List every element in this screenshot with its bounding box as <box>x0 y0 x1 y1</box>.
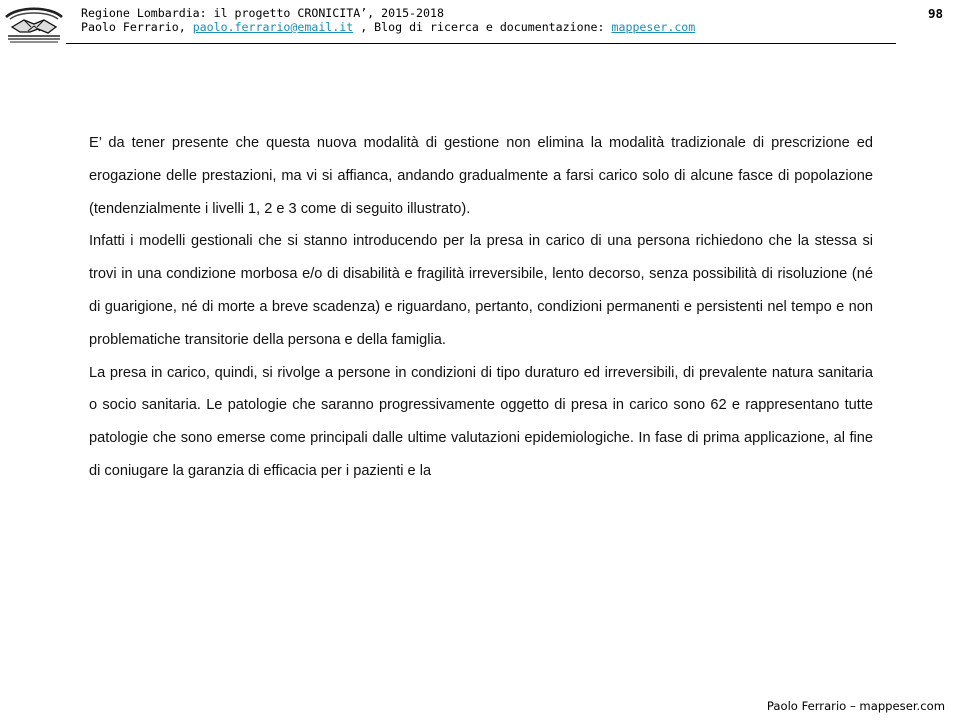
paragraph: La presa in carico, quindi, si rivolge a persone in condizioni di tipo duraturo ed irreversibili, di prevalente natura sanitaria o socio sanitaria. Le patologie che saranno progressivamente oggetto di presa in carico sono 62 e rappresentano tutte patologie che sono emerse come principali dalle ultime valutazioni epidemiologiche. In fase di prima applicazione, al fine di coniugare la garanzia di efficacia per i pazienti e la <box>89 364 873 479</box>
handshake-logo-icon <box>4 3 64 43</box>
page-number: 98 <box>927 6 943 21</box>
footer-credit: Paolo Ferrario – mappeser.com <box>766 699 945 713</box>
paragraph: Infatti i modelli gestionali che si stanno introducendo per la presa in carico di una persona richiedono che la stessa si trovi in una condizione morbosa e/o di disabilità e fragilità irreversibile, lento decorso, senza possibilità di risoluzione (né di guarigione, né di morte a breve scadenza) e riguardano, pertanto, condizioni permanenti e persistenti nel tempo e non problematiche transitorie della persona e della famiglia. <box>89 233 873 348</box>
header-credits <box>81 20 695 34</box>
header-title: Regione Lombardia: il progetto CRONICITA’, 2015-2018 <box>81 6 444 20</box>
header-divider <box>66 43 896 44</box>
email-link[interactable]: paolo.ferrario@email.it <box>192 20 354 34</box>
document-body <box>89 127 873 488</box>
paragraph: E’ da tener presente che questa nuova modalità di gestione non elimina la modalità tradizionale di prescrizione ed erogazione delle prestazioni, ma vi si affianca, andando gradualmente a farsi carico solo di alcune fasce di popolazione (tendenzialmente i livelli 1, 2 e 3 come di seguito illustrato). <box>89 135 873 217</box>
blog-link[interactable]: mappeser.com <box>611 20 696 34</box>
header-blog-text: , Blog di ricerca e documentazione: <box>353 20 605 34</box>
document-header <box>81 6 695 34</box>
header-author: Paolo Ferrario, <box>81 20 186 34</box>
